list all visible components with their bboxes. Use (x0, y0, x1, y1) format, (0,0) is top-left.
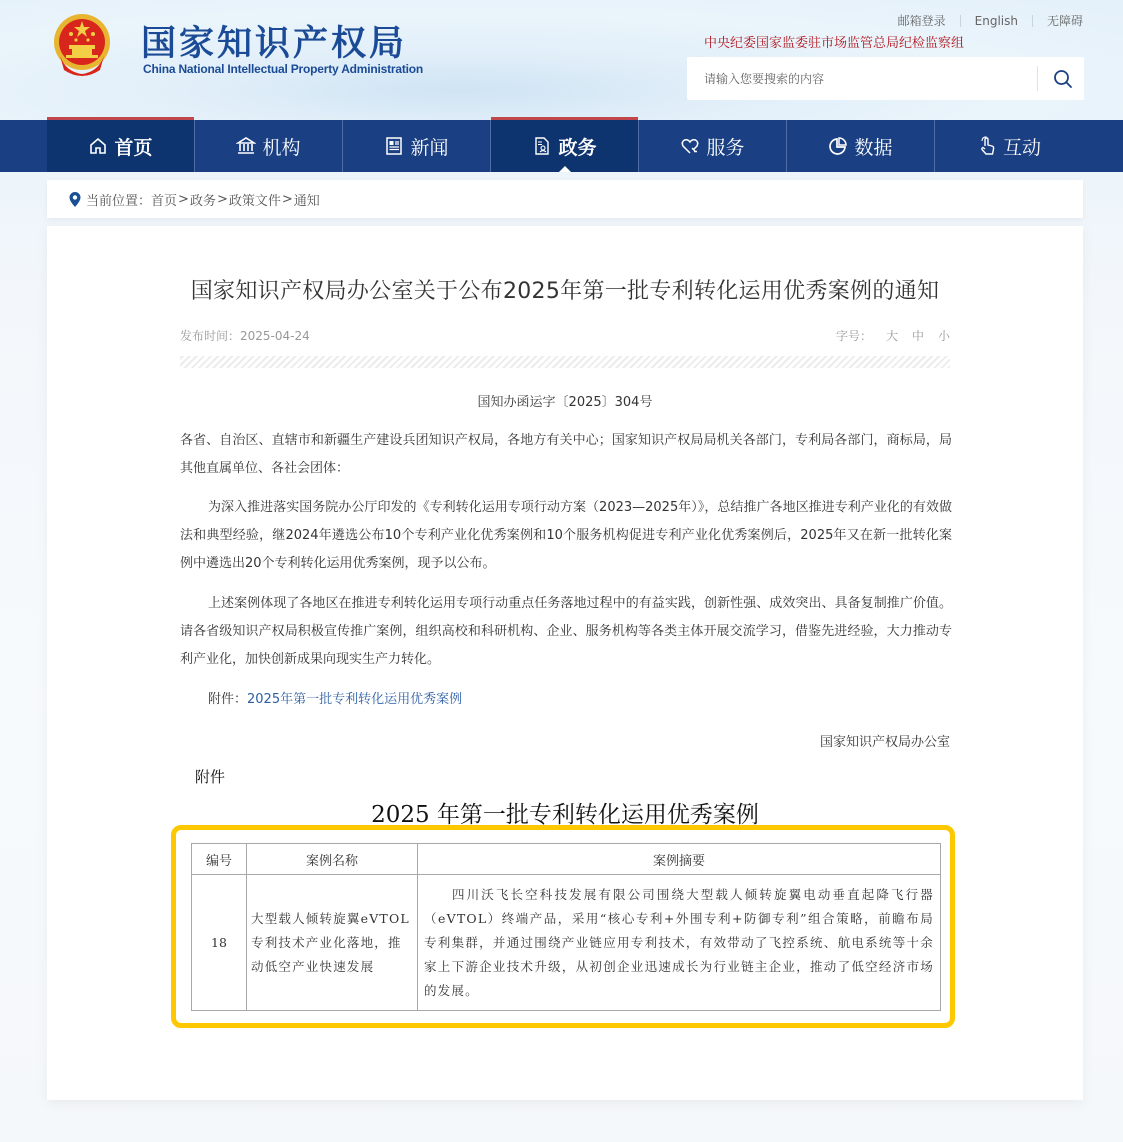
nav-label: 互动 (1002, 136, 1041, 159)
article-paragraph: 为深入推进落实国务院办公厅印发的《专利转化运用专项行动方案（2023—2025年）》，总结推广各地区推进专利产业化的有效做法和典型经验，继2024年遴选公布10个专利产业化优秀案例和10个服务机构促进专利产业化优秀案例后，2025年又在新一批转化案例中遴选出20个专利转化运用优秀案例，现予以公布。 (180, 500, 952, 571)
column-header-case-summary: 案例摘要 (418, 844, 941, 875)
nav-label: 服务 (706, 136, 745, 159)
attachment-link[interactable]: 2025年第一批专利转化运用优秀案例 (247, 692, 463, 707)
nav-item-institution[interactable] (195, 120, 343, 172)
breadcrumb-notice[interactable]: 通知 (293, 193, 320, 209)
english-link[interactable]: English (974, 13, 1018, 28)
article-panel (47, 226, 1083, 1100)
hatched-divider (180, 356, 950, 368)
search-box (687, 57, 1084, 100)
institution-icon (236, 136, 256, 156)
home-icon (88, 136, 108, 156)
hand-pointer-icon (977, 136, 997, 156)
publish-date (180, 327, 310, 344)
breadcrumb-separator: > (216, 191, 228, 207)
breadcrumb (47, 180, 1083, 218)
search-input[interactable] (687, 57, 1037, 100)
divider (1032, 15, 1033, 27)
attachment-label: 附件： (208, 692, 248, 707)
nav-item-data[interactable] (787, 120, 935, 172)
nav-item-government-affairs[interactable] (491, 120, 639, 172)
breadcrumb-separator: > (178, 191, 189, 207)
site-logo-subtitle: China National Intellectual Property Administration (143, 62, 424, 76)
case-name: 大型载人倾转旋翼eVTOL专利技术产业化落地，推动低空产业快速发展 (247, 875, 418, 1011)
breadcrumb-separator: > (281, 191, 293, 207)
breadcrumb-policy-documents[interactable]: 政策文件 (228, 193, 281, 209)
font-size-medium[interactable]: 中 (911, 329, 924, 343)
case-summary: 四川沃飞长空科技发展有限公司围绕大型载人倾转旋翼电动垂直起降飞行器（eVTOL）终端产品，采用“核心专利+外围专利+防御专利”组合策略，前瞻布局专利集群，并通过围绕产业链应用专利技术，有效带动了飞控系统、航电系统等十余家上下游企业技术升级，从初创企业迅速成长为行业链主企业，推动了低空经济市场的发展。 (418, 875, 941, 1011)
mail-login-link[interactable]: 邮箱登录 (897, 14, 946, 28)
site-logo-title[interactable]: 国家知识产权局 (141, 24, 408, 64)
nav-item-interaction[interactable] (935, 120, 1083, 172)
table-header-row (192, 844, 941, 875)
nav-label: 数据 (854, 136, 893, 159)
annex-title: 2025 年第一批专利转化运用优秀案例 (371, 802, 759, 828)
search-icon (1053, 69, 1073, 89)
nav-label: 新闻 (410, 136, 449, 159)
case-number: 18 (192, 875, 247, 1011)
signature: 国家知识产权局办公室 (819, 735, 950, 750)
pie-chart-icon (828, 136, 848, 156)
font-size-switcher (836, 327, 950, 344)
national-emblem-icon (52, 12, 112, 78)
nav-label: 政务 (558, 136, 597, 159)
article-title: 国家知识产权局办公室关于公布2025年第一批专利转化运用优秀案例的通知 (190, 279, 940, 304)
publish-date-label: 发布时间： (180, 329, 241, 343)
publish-date-value: 2025-04-24 (240, 329, 310, 343)
table-row (192, 875, 941, 1011)
article-paragraph: 上述案例体现了各地区在推进专利转化运用专项行动重点任务落地过程中的有益实践，创新性强、成效突出、具备复制推广价值。请各省级知识产权局积极宣传推广案例，组织高校和科研机构、企业、服务机构等各类主体开展交流学习，借鉴先进经验，大力推动专利产业化，加快创新成果向现实生产力转化。 (180, 596, 952, 667)
font-size-small[interactable]: 小 (937, 329, 950, 343)
breadcrumb-prefix: 当前位置： (86, 193, 152, 209)
document-icon (532, 136, 552, 156)
column-header-number: 编号 (192, 844, 247, 875)
nav-item-home[interactable] (47, 120, 195, 172)
nav-label: 首页 (114, 136, 153, 159)
divider (1037, 66, 1038, 91)
location-pin-icon (69, 192, 81, 207)
nav-label: 机构 (262, 136, 301, 159)
annex-label: 附件 (195, 768, 226, 786)
supervision-link[interactable]: 中央纪委国家监委驻市场监管总局纪检监察组 (704, 36, 965, 51)
cases-table (191, 843, 941, 1011)
site-header (0, 0, 1123, 120)
main-nav (0, 120, 1123, 172)
article-paragraph: 各省、自治区、直辖市和新疆生产建设兵团知识产权局，各地方有关中心；国家知识产权局局机关各部门，专利局各部门，商标局，局其他直属单位、各社会团体： (180, 433, 952, 476)
column-header-case-name: 案例名称 (247, 844, 418, 875)
document-number: 国知办函运字〔2025〕304号 (477, 395, 653, 410)
divider (960, 15, 961, 27)
highlight-box (171, 825, 955, 1028)
attachment-line (208, 688, 462, 707)
nav-item-news[interactable] (343, 120, 491, 172)
font-size-label: 字号： (835, 329, 872, 343)
top-links (898, 12, 1083, 29)
accessibility-link[interactable]: 无障碍 (1046, 14, 1083, 28)
search-button[interactable] (1042, 57, 1084, 100)
newspaper-icon (384, 136, 404, 156)
nav-item-service[interactable] (639, 120, 787, 172)
breadcrumb-home[interactable]: 首页 (151, 193, 178, 209)
font-size-large[interactable]: 大 (885, 329, 898, 343)
breadcrumb-government-affairs[interactable]: 政务 (189, 193, 216, 209)
service-heart-icon (680, 136, 700, 156)
